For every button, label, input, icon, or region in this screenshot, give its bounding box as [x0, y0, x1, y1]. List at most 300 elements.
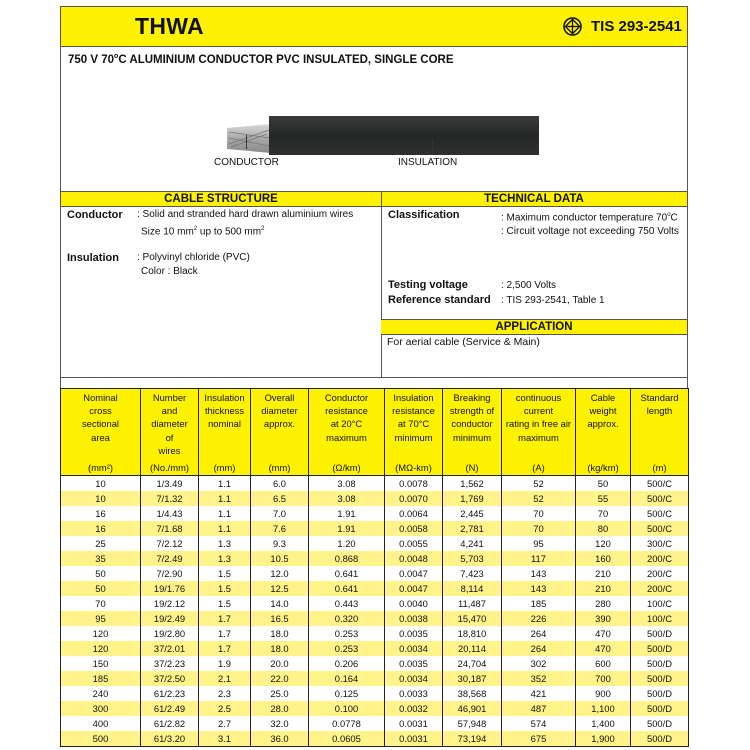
- column-header-line: resistance: [392, 405, 435, 417]
- column-header-line: approx.: [263, 418, 296, 430]
- table-cell: 95: [502, 536, 576, 551]
- table-cell: 0.641: [309, 581, 385, 596]
- conductor-size-range: [137, 222, 353, 239]
- cable-illustration: [221, 116, 551, 161]
- title-bar: [61, 7, 687, 47]
- column-header-line: thickness: [204, 405, 245, 417]
- testing-voltage-label: Testing voltage: [388, 279, 468, 291]
- column-header-line: weight: [589, 405, 617, 417]
- column-header-title: [142, 391, 197, 457]
- table-cell: 16: [61, 506, 141, 521]
- table-cell: 0.0778: [309, 716, 385, 731]
- table-cell: 10: [61, 476, 141, 492]
- table-cell: 0.0031: [385, 731, 443, 747]
- size-min: Size 10 mm: [141, 226, 194, 238]
- column-header-line: Overall: [264, 392, 295, 403]
- table-cell: 264: [502, 641, 576, 656]
- column-header-line: resistance: [325, 405, 368, 417]
- table-cell: 1,900: [576, 731, 631, 747]
- insulation-field-value: [137, 251, 250, 279]
- column-header-line: conductor: [451, 418, 493, 430]
- table-cell: 500/D: [631, 656, 689, 671]
- table-row: [61, 536, 689, 551]
- table-cell: 20,114: [443, 641, 502, 656]
- table-cell: 1/3.49: [141, 476, 199, 492]
- column-header: [309, 389, 385, 476]
- table-cell: 500/C: [631, 491, 689, 506]
- table-cell: 0.0064: [385, 506, 443, 521]
- column-header-line: Breaking: [453, 392, 491, 403]
- degree-mark: o: [667, 212, 671, 218]
- table-cell: 0.253: [309, 626, 385, 641]
- table-cell: 675: [502, 731, 576, 747]
- table-cell: 10.5: [251, 551, 309, 566]
- table-cell: 20.0: [251, 656, 309, 671]
- table-cell: 52: [502, 476, 576, 492]
- column-header-line: Nominal: [83, 392, 118, 403]
- table-cell: 18.0: [251, 626, 309, 641]
- column-header-title: [252, 391, 307, 431]
- table-cell: 7.6: [251, 521, 309, 536]
- column-header-line: nominal: [208, 418, 241, 430]
- table-row: [61, 716, 689, 731]
- table-cell: 390: [576, 611, 631, 626]
- column-unit: (kg/km): [587, 462, 619, 473]
- column-unit: (m): [652, 462, 667, 473]
- table-cell: 1.1: [199, 521, 251, 536]
- table-cell: 4,241: [443, 536, 502, 551]
- table-cell: 160: [576, 551, 631, 566]
- table-cell: 302: [502, 656, 576, 671]
- table-row: [61, 521, 689, 536]
- column-header: [576, 389, 631, 476]
- table-cell: 150: [61, 656, 141, 671]
- table-cell: 7.0: [251, 506, 309, 521]
- column-header: [502, 389, 576, 476]
- table-cell: 185: [61, 671, 141, 686]
- table-cell: 7/2.49: [141, 551, 199, 566]
- column-header-line: approx.: [587, 418, 619, 430]
- table-cell: 352: [502, 671, 576, 686]
- table-cell: 500/D: [631, 686, 689, 701]
- table-cell: 500/D: [631, 626, 689, 641]
- table-cell: 24,704: [443, 656, 502, 671]
- superscript-2: 2: [193, 226, 198, 232]
- table-cell: 264: [502, 626, 576, 641]
- table-cell: 6.5: [251, 491, 309, 506]
- table-cell: 1.1: [199, 491, 251, 506]
- application-text: For aerial cable (Service & Main): [387, 336, 540, 348]
- size-max: up to 500 mm: [197, 226, 262, 238]
- column-header-line: Cable: [590, 392, 616, 403]
- table-cell: 0.320: [309, 611, 385, 626]
- specification-table: [60, 388, 689, 747]
- table-cell: 210: [576, 566, 631, 581]
- section-divider: [381, 191, 382, 378]
- column-unit: (A): [532, 462, 545, 473]
- table-cell: 37/2.23: [141, 656, 199, 671]
- column-header-line: area: [91, 431, 110, 443]
- table-cell: 1.20: [309, 536, 385, 551]
- table-row: [61, 476, 689, 492]
- table-cell: 143: [502, 581, 576, 596]
- table-cell: 240: [61, 686, 141, 701]
- column-header-line: maximum: [518, 431, 559, 443]
- table-cell: 1.1: [199, 476, 251, 492]
- column-header-line: cross: [89, 405, 112, 417]
- table-cell: 30,187: [443, 671, 502, 686]
- table-cell: 16.5: [251, 611, 309, 626]
- table-cell: 11,487: [443, 596, 502, 611]
- table-cell: 0.253: [309, 641, 385, 656]
- table-cell: 95: [61, 611, 141, 626]
- table-cell: 19/2.80: [141, 626, 199, 641]
- table-cell: 0.0048: [385, 551, 443, 566]
- reference-standard-value: : TIS 293-2541, Table 1: [501, 295, 605, 306]
- table-cell: 421: [502, 686, 576, 701]
- table-cell: 120: [61, 641, 141, 656]
- subtitle-voltage: 750 V 70: [68, 53, 115, 66]
- table-cell: 0.0070: [385, 491, 443, 506]
- table-cell: 15,470: [443, 611, 502, 626]
- table-cell: 0.0034: [385, 671, 443, 686]
- table-row: [61, 671, 689, 686]
- column-header-line: Insulation: [393, 392, 434, 403]
- column-header-title: [444, 391, 500, 444]
- column-unit: (mm): [213, 462, 236, 473]
- table-cell: 73,194: [443, 731, 502, 747]
- table-cell: 0.0605: [309, 731, 385, 747]
- table-cell: 470: [576, 626, 631, 641]
- classification-voltage: : Circuit voltage not exceeding 750 Volts: [501, 226, 679, 238]
- column-header-title: [632, 391, 687, 417]
- column-header: [251, 389, 309, 476]
- table-cell: 900: [576, 686, 631, 701]
- table-cell: 0.0047: [385, 566, 443, 581]
- table-cell: 500/D: [631, 701, 689, 716]
- table-cell: 2.3: [199, 686, 251, 701]
- column-header-line: maximum: [326, 431, 367, 443]
- table-cell: 70: [576, 506, 631, 521]
- table-cell: 70: [502, 506, 576, 521]
- table-cell: 1.5: [199, 566, 251, 581]
- table-cell: 25.0: [251, 686, 309, 701]
- table-cell: 0.0035: [385, 626, 443, 641]
- table-cell: 25: [61, 536, 141, 551]
- table-cell: 117: [502, 551, 576, 566]
- column-header-title: [62, 391, 139, 444]
- column-header-line: of: [165, 431, 174, 443]
- table-row: [61, 566, 689, 581]
- classification-temperature: [501, 208, 679, 225]
- table-cell: 1.7: [199, 611, 251, 626]
- column-unit: (mm²): [88, 462, 113, 473]
- column-unit: (mm): [268, 462, 291, 473]
- table-row: [61, 581, 689, 596]
- column-header-line: wires: [158, 444, 181, 456]
- table-cell: 19/1.76: [141, 581, 199, 596]
- table-cell: 16: [61, 521, 141, 536]
- column-header-line: diameter: [151, 418, 188, 430]
- column-header-title: [503, 391, 574, 444]
- table-cell: 226: [502, 611, 576, 626]
- reference-standard-label: Reference standard: [388, 294, 491, 306]
- subtitle-description: C ALUMINIUM CONDUCTOR PVC INSULATED, SINGLE CORE: [118, 53, 454, 66]
- table-cell: 12.0: [251, 566, 309, 581]
- table-cell: 2,445: [443, 506, 502, 521]
- table-row: [61, 686, 689, 701]
- table-cell: 0.443: [309, 596, 385, 611]
- table-cell: 7/1.32: [141, 491, 199, 506]
- table-cell: 0.0055: [385, 536, 443, 551]
- application-heading: APPLICATION: [381, 319, 687, 335]
- column-header: [443, 389, 502, 476]
- column-header-title: [577, 391, 629, 431]
- insulation-color: Color : Black: [141, 266, 198, 277]
- table-row: [61, 491, 689, 506]
- table-cell: 1.5: [199, 581, 251, 596]
- table-cell: 37/2.50: [141, 671, 199, 686]
- column-header-line: continuous: [515, 392, 562, 403]
- table-cell: 18,810: [443, 626, 502, 641]
- superscript-2: 2: [261, 226, 265, 232]
- table-cell: 400: [61, 716, 141, 731]
- table-cell: 0.100: [309, 701, 385, 716]
- table-cell: 210: [576, 581, 631, 596]
- table-cell: 1,769: [443, 491, 502, 506]
- column-unit: (MΩ-km): [395, 462, 432, 473]
- table-cell: 1.7: [199, 626, 251, 641]
- table-row: [61, 701, 689, 716]
- table-cell: 100/C: [631, 596, 689, 611]
- column-header: [61, 389, 141, 476]
- table-cell: 50: [61, 581, 141, 596]
- table-cell: 487: [502, 701, 576, 716]
- table-cell: 574: [502, 716, 576, 731]
- product-subtitle: [68, 53, 454, 66]
- table-cell: 80: [576, 521, 631, 536]
- table-cell: 0.0058: [385, 521, 443, 536]
- table-cell: 0.164: [309, 671, 385, 686]
- column-header-line: minimum: [394, 431, 433, 443]
- table-cell: 52: [502, 491, 576, 506]
- table-cell: 0.206: [309, 656, 385, 671]
- insulation-material: : Polyvinyl chloride (PVC): [137, 252, 250, 263]
- table-cell: 7/2.90: [141, 566, 199, 581]
- column-header-title: [200, 391, 249, 431]
- table-cell: 50: [61, 566, 141, 581]
- table-cell: 1,400: [576, 716, 631, 731]
- column-header-line: current: [523, 405, 554, 417]
- table-cell: 19/2.49: [141, 611, 199, 626]
- table-cell: 6.0: [251, 476, 309, 492]
- column-unit: (Ω/km): [332, 462, 361, 473]
- standard-code: TIS 293-2541: [591, 18, 682, 35]
- table-row: [61, 731, 689, 747]
- column-unit: (N): [465, 462, 479, 473]
- table-cell: 28.0: [251, 701, 309, 716]
- table-cell: 470: [576, 641, 631, 656]
- table-cell: 1.3: [199, 536, 251, 551]
- table-cell: 61/2.82: [141, 716, 199, 731]
- table-cell: 10: [61, 491, 141, 506]
- table-cell: 70: [502, 521, 576, 536]
- table-cell: 600: [576, 656, 631, 671]
- table-cell: 1.9: [199, 656, 251, 671]
- table-cell: 1.7: [199, 641, 251, 656]
- table-cell: 12.5: [251, 581, 309, 596]
- column-header: [199, 389, 251, 476]
- table-cell: 120: [61, 626, 141, 641]
- table-cell: 0.125: [309, 686, 385, 701]
- table-cell: 0.0034: [385, 641, 443, 656]
- table-row: [61, 611, 689, 626]
- table-cell: 0.641: [309, 566, 385, 581]
- table-cell: 61/2.23: [141, 686, 199, 701]
- column-header: [141, 389, 199, 476]
- table-cell: 0.0078: [385, 476, 443, 492]
- table-cell: 500/C: [631, 521, 689, 536]
- table-header-row: [61, 389, 689, 476]
- temp-text: : Maximum conductor temperature 70: [501, 212, 668, 224]
- table-cell: 5,703: [443, 551, 502, 566]
- table-cell: 57,948: [443, 716, 502, 731]
- table-cell: 120: [576, 536, 631, 551]
- table-cell: 200/C: [631, 566, 689, 581]
- table-cell: 3.08: [309, 476, 385, 492]
- column-header: [385, 389, 443, 476]
- column-header-line: diameter: [261, 405, 298, 417]
- temp-unit: C: [670, 212, 678, 224]
- table-cell: 8,114: [443, 581, 502, 596]
- table-cell: 18.0: [251, 641, 309, 656]
- table-cell: 22.0: [251, 671, 309, 686]
- insulation-leader-line: [432, 139, 433, 154]
- datasheet-frame: [60, 6, 688, 378]
- table-cell: 1.91: [309, 521, 385, 536]
- conductor-field-label: Conductor: [67, 209, 123, 221]
- table-row: [61, 656, 689, 671]
- table-cell: 46,901: [443, 701, 502, 716]
- table-cell: 300: [61, 701, 141, 716]
- insulation-jacket: [269, 116, 539, 155]
- table-cell: 55: [576, 491, 631, 506]
- table-cell: 1.5: [199, 596, 251, 611]
- column-header-line: minimum: [452, 431, 492, 443]
- table-cell: 200/C: [631, 581, 689, 596]
- table-cell: 185: [502, 596, 576, 611]
- table-cell: 3.08: [309, 491, 385, 506]
- column-header-line: strength of: [449, 405, 495, 417]
- table-cell: 1.91: [309, 506, 385, 521]
- table-cell: 19/2.12: [141, 596, 199, 611]
- classification-label: Classification: [388, 209, 460, 221]
- table-cell: 14.0: [251, 596, 309, 611]
- tis-standard-mark-icon: [563, 17, 582, 36]
- table-cell: 38,568: [443, 686, 502, 701]
- column-unit: (No./mm): [149, 462, 190, 473]
- table-spacer: [60, 378, 688, 388]
- conductor-strands: [227, 124, 271, 153]
- table-cell: 1.3: [199, 551, 251, 566]
- table-cell: 500/D: [631, 716, 689, 731]
- table-cell: 280: [576, 596, 631, 611]
- table-cell: 500: [61, 731, 141, 747]
- table-cell: 2,781: [443, 521, 502, 536]
- column-header-line: and: [161, 405, 178, 417]
- table-row: [61, 626, 689, 641]
- table-body: [61, 476, 689, 747]
- table-cell: 0.0047: [385, 581, 443, 596]
- column-header-line: at 20°C: [330, 418, 363, 430]
- testing-voltage-value: : 2,500 Volts: [501, 280, 557, 291]
- conductor-field-value: [137, 208, 353, 239]
- degree-mark: o: [114, 53, 119, 60]
- table-cell: 500/D: [631, 641, 689, 656]
- table-cell: 0.0038: [385, 611, 443, 626]
- table-cell: 1,562: [443, 476, 502, 492]
- table-cell: 200/C: [631, 551, 689, 566]
- table-cell: 1.1: [199, 506, 251, 521]
- table-cell: 0.0032: [385, 701, 443, 716]
- table-cell: 1,100: [576, 701, 631, 716]
- table-cell: 9.3: [251, 536, 309, 551]
- table-cell: 300/C: [631, 536, 689, 551]
- column-header-line: sectional: [81, 418, 119, 430]
- table-cell: 7/2.12: [141, 536, 199, 551]
- table-cell: 0.868: [309, 551, 385, 566]
- table-cell: 0.0040: [385, 596, 443, 611]
- table-cell: 50: [576, 476, 631, 492]
- table-cell: 32.0: [251, 716, 309, 731]
- table-cell: 100/C: [631, 611, 689, 626]
- table-row: [61, 596, 689, 611]
- column-header-title: [310, 391, 383, 444]
- table-cell: 0.0033: [385, 686, 443, 701]
- column-header-line: length: [646, 405, 673, 417]
- table-row: [61, 551, 689, 566]
- conductor-description: : Solid and stranded hard drawn aluminium wires: [137, 209, 354, 220]
- classification-value: [501, 208, 679, 239]
- table-cell: 2.1: [199, 671, 251, 686]
- table-cell: 1/4.43: [141, 506, 199, 521]
- table-cell: 37/2.01: [141, 641, 199, 656]
- table-cell: 61/3.20: [141, 731, 199, 747]
- table-cell: 0.0035: [385, 656, 443, 671]
- table-cell: 7/1.68: [141, 521, 199, 536]
- column-header-line: at 70°C: [397, 418, 430, 430]
- table-cell: 61/2.49: [141, 701, 199, 716]
- table-cell: 500/C: [631, 476, 689, 492]
- column-header-line: Conductor: [324, 392, 369, 403]
- insulation-field-label: Insulation: [67, 252, 119, 264]
- column-header-line: Insulation: [204, 392, 245, 403]
- table-cell: 70: [61, 596, 141, 611]
- column-header: [631, 389, 689, 476]
- column-header-line: Number: [152, 392, 187, 403]
- table-cell: 35: [61, 551, 141, 566]
- table-cell: 500/D: [631, 731, 689, 747]
- table-cell: 143: [502, 566, 576, 581]
- insulation-label: INSULATION: [398, 157, 458, 168]
- product-title: THWA: [135, 13, 204, 39]
- column-header-line: rating in free air: [505, 418, 572, 430]
- cable-structure-heading: CABLE STRUCTURE: [61, 191, 381, 207]
- column-header-line: Standard: [640, 392, 679, 403]
- table-cell: 700: [576, 671, 631, 686]
- table-cell: 3.1: [199, 731, 251, 747]
- table-cell: 2.7: [199, 716, 251, 731]
